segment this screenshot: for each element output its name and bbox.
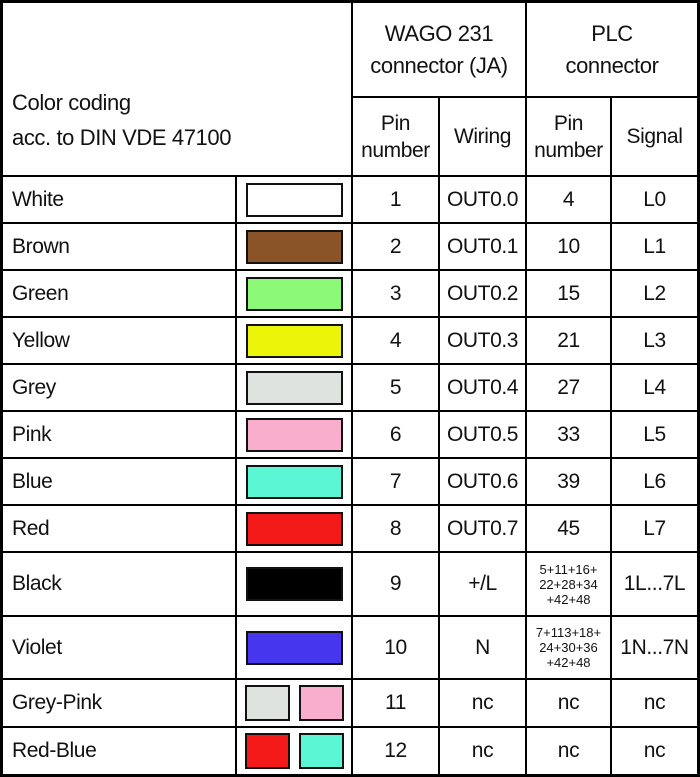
signal-cell: nc — [612, 680, 697, 728]
wago-pin-cell: 9 — [353, 553, 440, 617]
color-name-cell — [3, 365, 237, 412]
signal-cell: L1 — [612, 224, 697, 271]
color-name-cell — [3, 728, 237, 774]
wiring-cell: OUT0.1 — [440, 224, 527, 271]
header-color-coding-line1: Color coding — [12, 90, 131, 115]
color-swatch-cell — [237, 617, 353, 680]
wago-pin-cell: 3 — [353, 271, 440, 318]
color-swatch — [246, 567, 343, 601]
header-wago-line2: connector (JA) — [370, 52, 508, 78]
color-name-cell — [3, 553, 237, 617]
color-swatch — [246, 277, 343, 311]
signal-cell: L5 — [612, 412, 697, 459]
wiring-cell: OUT0.5 — [440, 412, 527, 459]
color-swatch-cell — [237, 271, 353, 318]
wago-pin-cell: 8 — [353, 506, 440, 553]
plc-pin-cell — [527, 617, 612, 680]
wiring-cell: nc — [440, 728, 527, 774]
plc-pin-cell — [527, 553, 612, 617]
subheader-wago-pin-number — [353, 98, 440, 177]
color-name: Grey — [12, 375, 56, 399]
color-name: Blue — [12, 469, 53, 493]
plc-pin-line: +42+48 — [546, 655, 591, 670]
color-swatch — [246, 465, 343, 499]
color-swatch — [246, 230, 343, 264]
plc-pin-cell: 27 — [527, 365, 612, 412]
plc-pin-line: +42+48 — [546, 591, 591, 607]
wiring-cell: OUT0.0 — [440, 177, 527, 224]
header-plc-connector — [527, 3, 697, 98]
color-name: Pink — [12, 422, 52, 446]
wiring-cell: OUT0.3 — [440, 318, 527, 365]
signal-cell: L7 — [612, 506, 697, 553]
color-name: Violet — [12, 635, 62, 659]
plc-pin-cell: 21 — [527, 318, 612, 365]
plc-pin-line: 7+113+18+ — [535, 625, 602, 640]
color-swatch-cell — [237, 177, 353, 224]
plc-pin-cell: 39 — [527, 459, 612, 506]
header-wago-line1: WAGO 231 — [384, 20, 494, 46]
plc-pin-cell: 15 — [527, 271, 612, 318]
signal-cell: L6 — [612, 459, 697, 506]
wiring-cell: N — [440, 617, 527, 680]
color-swatch-cell — [237, 680, 353, 728]
signal-cell: nc — [643, 739, 666, 762]
signal-cell: L0 — [612, 177, 697, 224]
plc-pin-cell: nc — [527, 728, 612, 774]
wago-pin-cell: 2 — [353, 224, 440, 271]
signal-cell: 1N...7N — [612, 617, 697, 680]
color-swatch — [245, 733, 290, 769]
signal-cell: L2 — [612, 271, 697, 318]
color-name-cell — [3, 412, 237, 459]
color-name-cell — [3, 177, 237, 224]
wago-pin-cell: 10 — [353, 617, 440, 680]
color-name: Brown — [12, 234, 70, 258]
color-name-cell — [3, 680, 237, 728]
subheader-plc-pin-line2: number — [534, 138, 603, 162]
wago-pin-cell: 5 — [353, 365, 440, 412]
color-swatch-cell — [237, 318, 353, 365]
color-swatch — [299, 685, 344, 721]
color-name: Grey-Pink — [12, 691, 102, 714]
subheader-wago-pin-line2: number — [361, 138, 430, 162]
wiring-cell: OUT0.7 — [440, 506, 527, 553]
color-swatch — [246, 418, 343, 452]
color-name: White — [12, 187, 64, 211]
color-name: Red-Blue — [12, 739, 97, 762]
color-swatch — [246, 631, 343, 665]
header-plc-line2: connector — [565, 52, 659, 78]
wago-pin-cell: 6 — [353, 412, 440, 459]
wiring-cell: OUT0.2 — [440, 271, 527, 318]
color-swatch-cell — [237, 553, 353, 617]
plc-pin-line: 5+11+16+ — [539, 561, 598, 577]
color-swatch — [246, 183, 343, 217]
wago-pin-cell: 12 — [353, 728, 440, 774]
color-name-cell — [3, 506, 237, 553]
color-swatch — [299, 733, 344, 769]
subheader-wiring — [440, 98, 527, 177]
color-swatch — [245, 685, 290, 721]
wago-pin-cell: 1 — [353, 177, 440, 224]
signal-cell: L3 — [612, 318, 697, 365]
color-swatch-cell — [237, 459, 353, 506]
wago-pin-cell: 4 — [353, 318, 440, 365]
plc-pin-cell: 45 — [527, 506, 612, 553]
plc-pin-cell: nc — [527, 680, 612, 728]
color-swatch — [246, 371, 343, 405]
color-swatch-cell — [237, 506, 353, 553]
color-name-cell — [3, 318, 237, 365]
subheader-wago-pin-line1: Pin — [380, 111, 411, 135]
header-plc-line1: PLC — [591, 20, 633, 46]
color-swatch-cell — [237, 728, 353, 774]
color-swatch-cell — [237, 365, 353, 412]
color-name-cell — [3, 459, 237, 506]
signal-cell: 1L...7L — [612, 553, 697, 617]
plc-pin-cell: 4 — [527, 177, 612, 224]
plc-pin-line: 24+30+36 — [539, 640, 598, 655]
color-name: Green — [12, 281, 69, 305]
wago-pin-cell: 7 — [353, 459, 440, 506]
color-swatch-cell — [237, 224, 353, 271]
signal-cell: L4 — [612, 365, 697, 412]
plc-pin-line: 22+28+34 — [539, 576, 598, 592]
color-name: Yellow — [12, 328, 70, 352]
color-name-cell — [3, 617, 237, 680]
subheader-plc-pin-number — [527, 98, 612, 177]
header-wago-connector — [353, 3, 527, 98]
header-color-coding-line2: acc. to DIN VDE 47100 — [12, 125, 232, 150]
plc-pin-cell: 33 — [527, 412, 612, 459]
subheader-plc-pin-line1: Pin — [553, 111, 584, 135]
color-swatch — [246, 324, 343, 358]
subheader-signal-label: Signal — [626, 125, 683, 148]
header-color-coding — [3, 3, 353, 177]
wiring-cell: nc — [440, 680, 527, 728]
subheader-wiring-label: Wiring — [453, 125, 512, 148]
plc-pin-cell: 10 — [527, 224, 612, 271]
color-swatch-cell — [237, 412, 353, 459]
subheader-signal — [612, 98, 697, 177]
wiring-cell: OUT0.6 — [440, 459, 527, 506]
color-name-cell — [3, 271, 237, 318]
color-name-cell — [3, 224, 237, 271]
wiring-cell: +/L — [440, 553, 527, 617]
wiring-cell: OUT0.4 — [440, 365, 527, 412]
color-name: Red — [12, 516, 50, 540]
color-name: Black — [12, 572, 62, 595]
color-swatch — [246, 512, 343, 546]
wago-pin-cell: 11 — [353, 680, 440, 728]
